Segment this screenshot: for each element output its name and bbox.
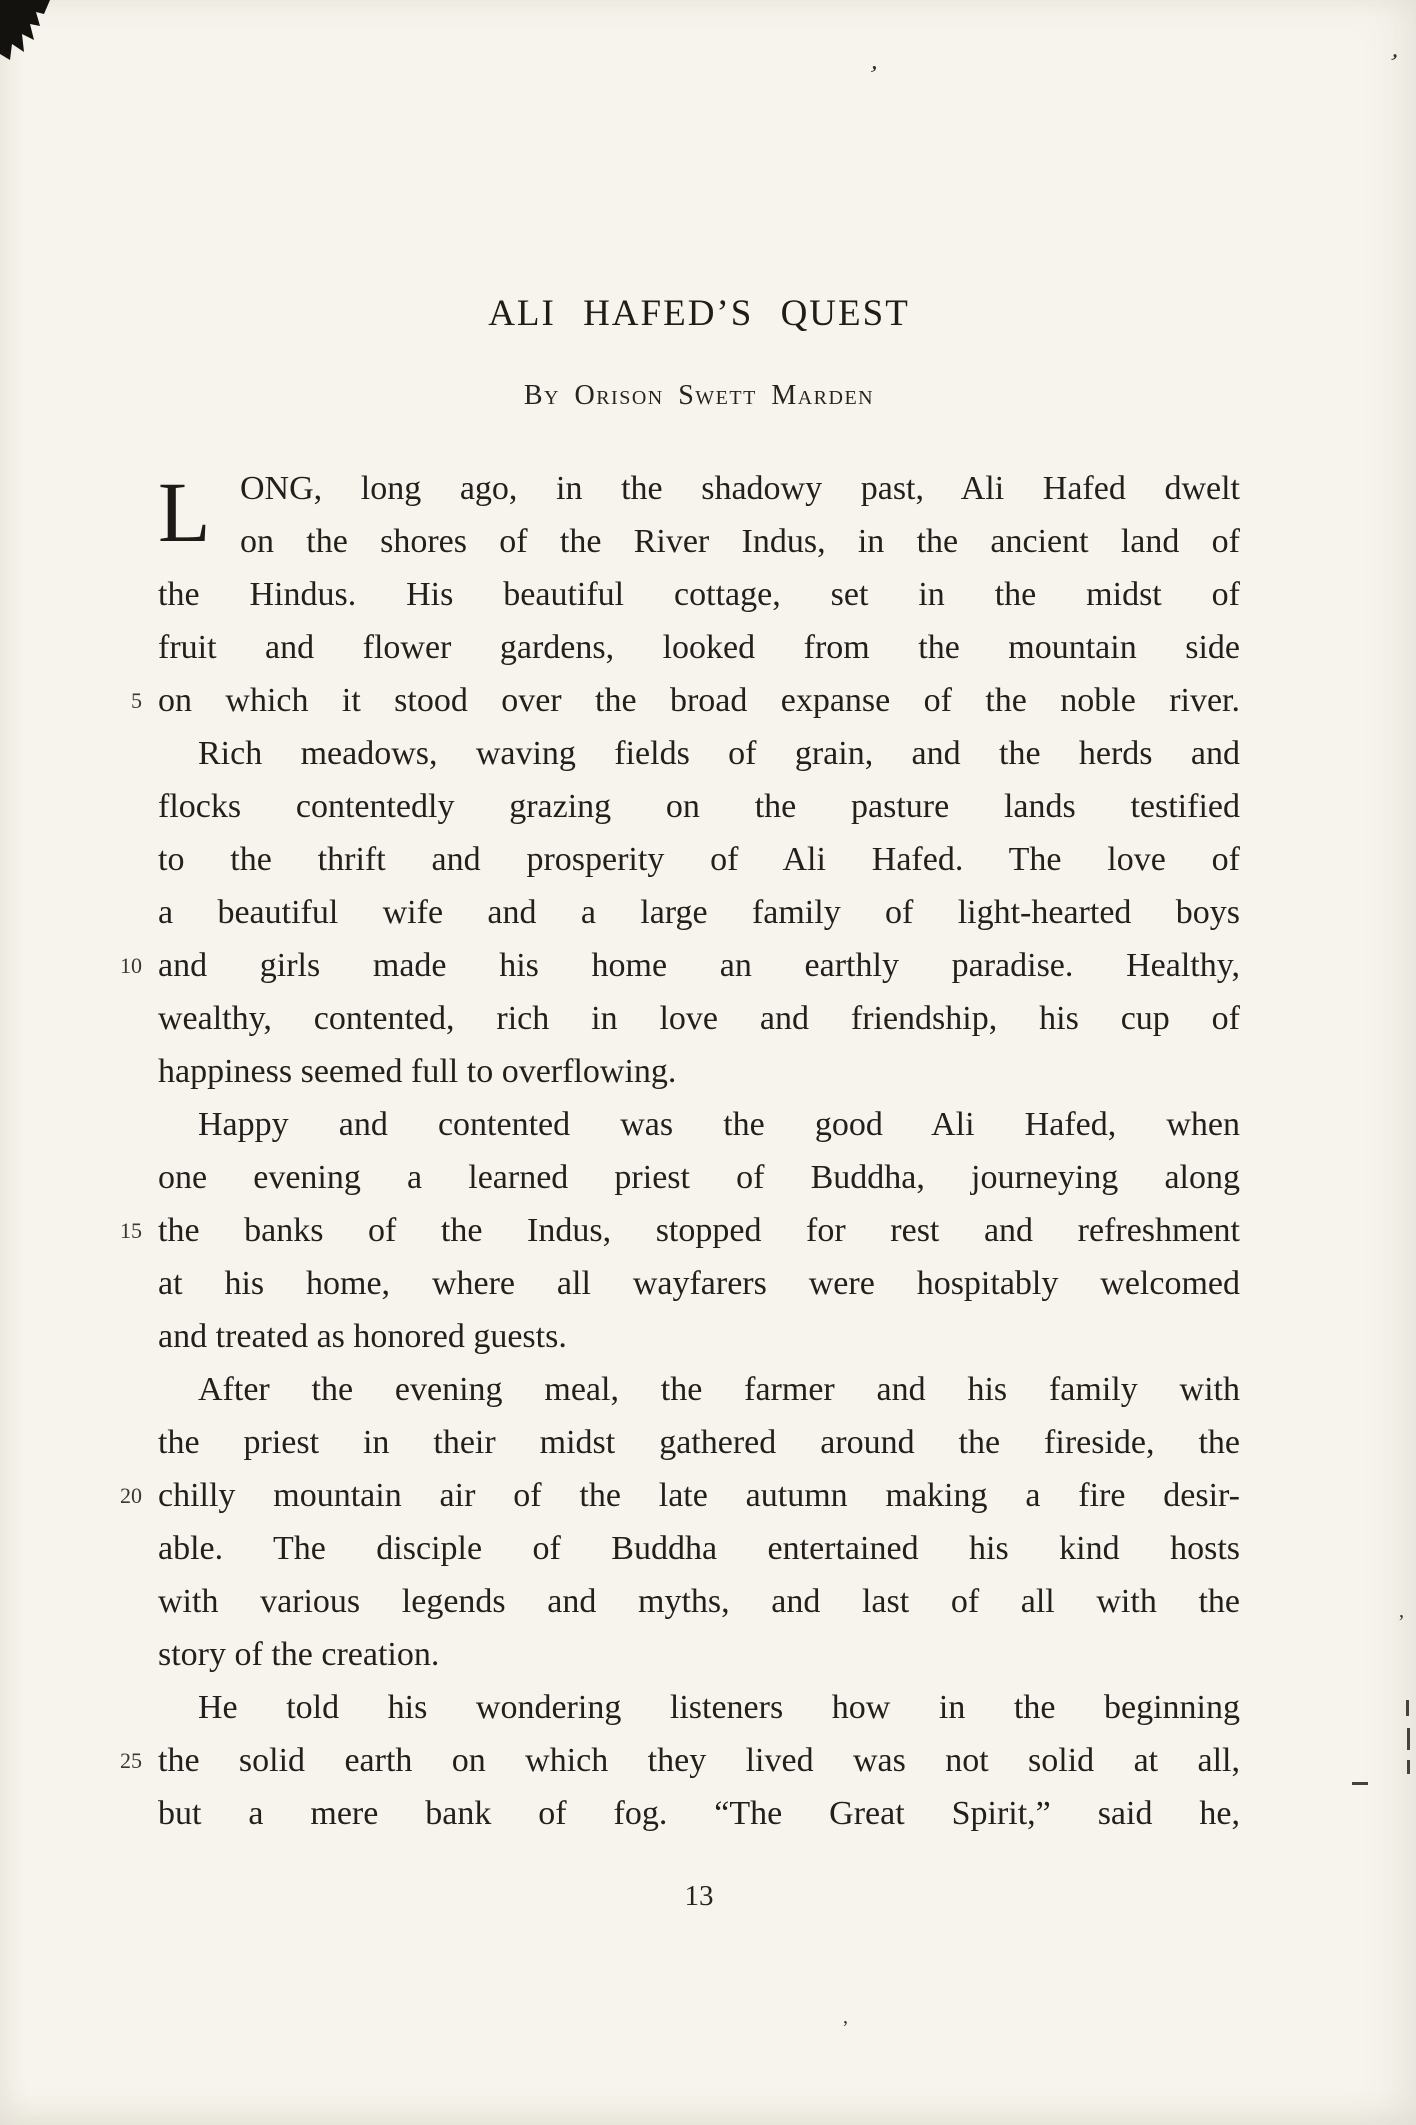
text-line (158, 833, 1240, 886)
line-text: on which it stood over the broad expanse of the noble river. (158, 682, 1240, 719)
scan-speck: ’ (1383, 47, 1402, 78)
text-line (158, 1575, 1240, 1628)
text-line (158, 1628, 1240, 1681)
text-line (158, 1681, 1240, 1734)
text-column (120, 462, 1240, 1840)
line-text: story of the creation. (158, 1636, 440, 1673)
text-line (120, 939, 1240, 992)
text-line (158, 992, 1240, 1045)
line-text: Happy and contented was the good Ali Hafed, when (198, 1106, 1240, 1143)
scan-speck: ’ (864, 59, 881, 90)
text-line (158, 727, 1240, 780)
text-line (158, 1045, 1240, 1098)
text-line (120, 1734, 1240, 1787)
text-line (158, 1310, 1240, 1363)
line-text: the Hindus. His beautiful cottage, set in the midst of (158, 576, 1240, 613)
scan-edge-mark (1406, 1700, 1409, 1716)
text-line (158, 462, 1240, 515)
line-text: with various legends and myths, and last of all with the (158, 1583, 1240, 1620)
line-text: the priest in their midst gathered around the fireside, the (158, 1424, 1240, 1461)
text-line (120, 1204, 1240, 1257)
line-text: but a mere bank of fog. “The Great Spirit,” said he, (158, 1795, 1240, 1832)
text-line (158, 1522, 1240, 1575)
text-line (158, 1151, 1240, 1204)
line-text: wealthy, contented, rich in love and friendship, his cup of (158, 1000, 1240, 1037)
line-text: the banks of the Indus, stopped for rest and refreshment (158, 1212, 1240, 1249)
line-text: and treated as honored guests. (158, 1318, 567, 1355)
line-number: 25 (120, 1748, 142, 1773)
line-text: the solid earth on which they lived was not solid at all, (158, 1742, 1240, 1779)
line-text: able. The disciple of Buddha entertained his kind hosts (158, 1530, 1240, 1567)
line-text: happiness seemed full to overflowing. (158, 1053, 677, 1090)
text-line (158, 1257, 1240, 1310)
line-text: on the shores of the River Indus, in the ancient land of (240, 523, 1240, 560)
line-text: Rich meadows, waving fields of grain, and the herds and (198, 735, 1240, 772)
text-line (158, 568, 1240, 621)
page-number: 13 (684, 1880, 714, 1912)
scan-edge-mark (1407, 1760, 1410, 1774)
paragraph (120, 1363, 1240, 1681)
paragraph (120, 727, 1240, 1098)
scan-edge-mark (1352, 1782, 1368, 1785)
line-text: flocks contentedly grazing on the pasture lands testified (158, 788, 1240, 825)
scan-speck: ’ (1398, 1611, 1405, 1633)
text-line (158, 515, 1240, 568)
text-line (158, 1787, 1240, 1840)
text-line (158, 621, 1240, 674)
paragraph (131, 462, 1240, 727)
line-text: to the thrift and prosperity of Ali Hafed. The love of (158, 841, 1240, 878)
text-line (158, 886, 1240, 939)
scan-edge-mark (1407, 1728, 1410, 1750)
line-text: After the evening meal, the farmer and his family with (198, 1371, 1240, 1408)
line-text: and girls made his home an earthly paradise. Healthy, (158, 947, 1240, 984)
line-text: one evening a learned priest of Buddha, journeying along (158, 1159, 1240, 1196)
line-text: a beautiful wife and a large family of light-hearted boys (158, 894, 1240, 931)
line-text: chilly mountain air of the late autumn making a fire desir- (158, 1477, 1240, 1514)
scan-speck: ’ (842, 2017, 849, 2039)
text-line (158, 1098, 1240, 1151)
line-text: fruit and flower gardens, looked from the mountain side (158, 629, 1240, 666)
text-line (158, 1363, 1240, 1416)
text-line (120, 1469, 1240, 1522)
drop-cap: L (158, 464, 211, 560)
page-title: ALI HAFED’S QUEST (488, 293, 910, 334)
line-text: He told his wondering listeners how in the beginning (198, 1689, 1240, 1726)
text-line (158, 780, 1240, 833)
paragraph (120, 1681, 1240, 1840)
line-number: 5 (131, 688, 142, 713)
line-number: 10 (120, 953, 142, 978)
line-number: 20 (120, 1483, 142, 1508)
paragraph (120, 1098, 1240, 1363)
line-text: ONG, long ago, in the shadowy past, Ali Hafed dwelt (240, 470, 1240, 507)
line-text: at his home, where all wayfarers were hospitably welcomed (158, 1265, 1240, 1302)
byline: By Orison Swett Marden (523, 380, 875, 411)
text-line (131, 674, 1240, 727)
line-number: 15 (120, 1218, 142, 1243)
ink-blot-artifact (0, 0, 90, 90)
text-line (158, 1416, 1240, 1469)
